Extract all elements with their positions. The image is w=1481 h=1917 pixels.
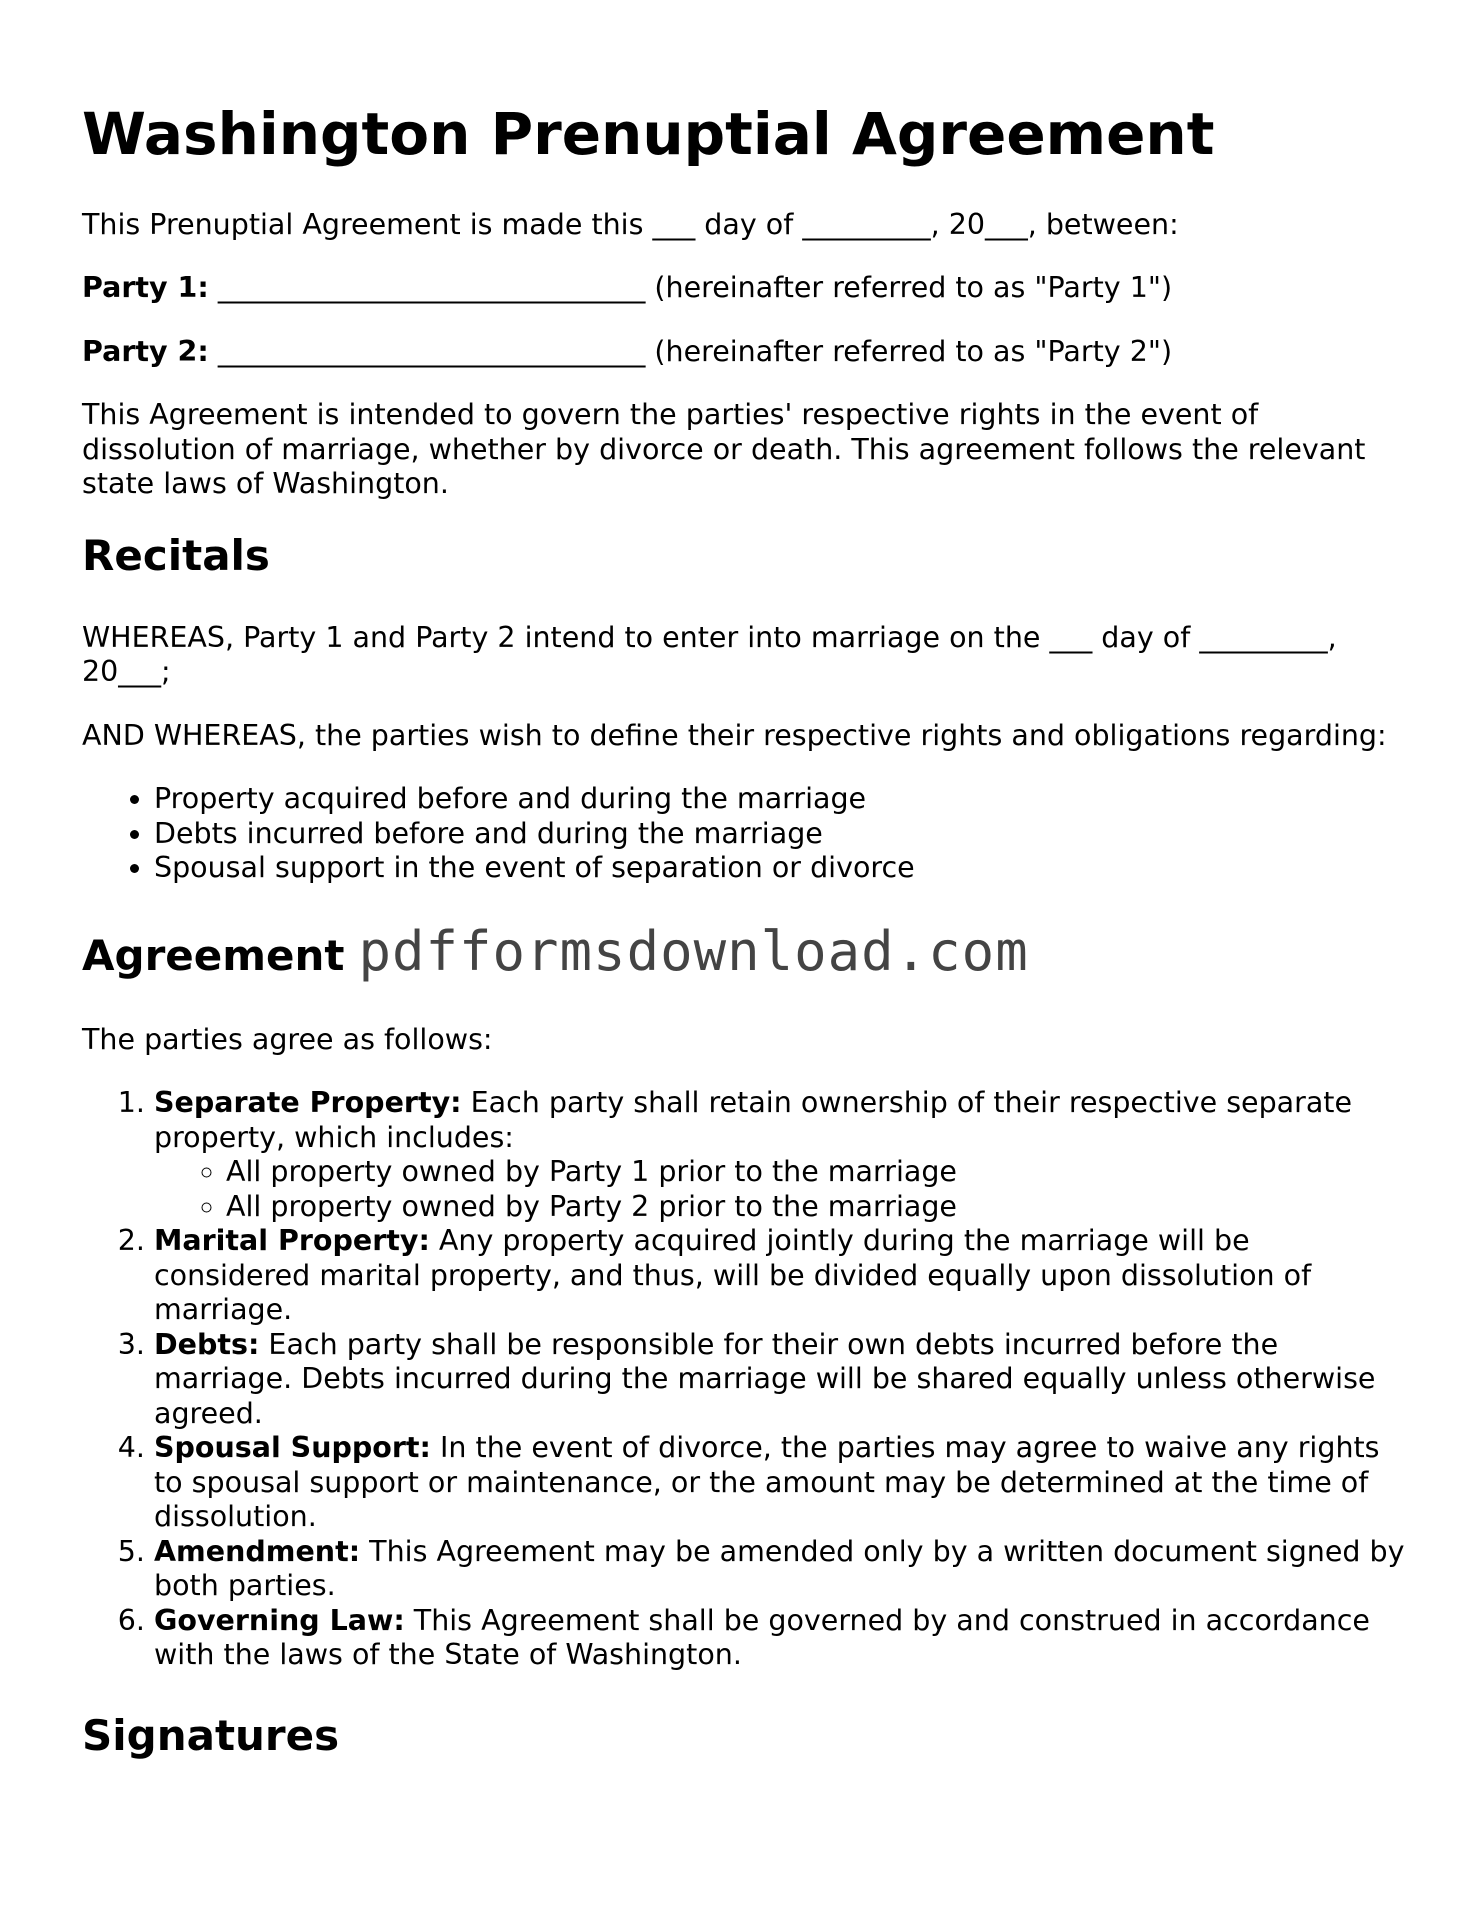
watermark: pdfformsdownload.com xyxy=(358,919,1029,983)
term-item xyxy=(154,1224,1412,1328)
term-item xyxy=(154,1535,1412,1604)
intro-paragraph: This Prenuptial Agreement is made this ___ day of _________, 20___, between: xyxy=(82,207,1179,241)
list-item: • Spousal support in the event of separation or divorce xyxy=(154,851,1412,886)
party-1-label: Party 1: xyxy=(82,271,209,305)
agreement-heading-row xyxy=(82,920,1412,983)
term-title: Spousal Support: xyxy=(154,1431,431,1465)
party-2-text: ______________________________ (hereinafter referred to as "Party 2") xyxy=(208,334,1173,368)
term-title: Governing Law: xyxy=(154,1603,405,1637)
recitals-list xyxy=(82,782,1412,886)
term-item xyxy=(154,1328,1412,1432)
party-1-text: ______________________________ (hereinafter referred to as "Party 1") xyxy=(208,271,1173,305)
term-text: This Agreement shall be governed by and construed in accordance with the laws of the State of Washington. xyxy=(154,1603,1370,1672)
party-1-line xyxy=(82,271,1412,306)
term-title: Marital Property: xyxy=(154,1224,430,1258)
term-item xyxy=(154,1431,1412,1535)
recitals-heading: Recitals xyxy=(82,530,270,580)
agreement-heading: Agreement xyxy=(82,930,345,980)
list-item: ◦ All property owned by Party 1 prior to the marriage xyxy=(226,1155,1412,1190)
agreement-lead: The parties agree as follows: xyxy=(82,1022,493,1056)
term-text: This Agreement may be amended only by a written document signed by both parties. xyxy=(154,1534,1405,1603)
term-title: Separate Property: xyxy=(154,1086,462,1120)
page-title: Washington Prenuptial Agreement xyxy=(82,100,1215,168)
list-item: • Property acquired before and during the marriage xyxy=(154,782,1412,817)
term-text: In the event of divorce, the parties may agree to waive any rights to spousal support or maintenance, or the amount may be determined at the time of dissolution. xyxy=(154,1431,1380,1534)
party-2-label: Party 2: xyxy=(82,334,209,368)
list-item: ◦ All property owned by Party 2 prior to the marriage xyxy=(226,1190,1412,1225)
term-text: Each party shall retain ownership of their respective separate property, which includes: xyxy=(154,1086,1353,1154)
term-title: Debts: xyxy=(154,1327,260,1361)
terms-list xyxy=(82,1086,1412,1673)
whereas-1: WHEREAS, Party 1 and Party 2 intend to enter into marriage on the ___ day of _________, 20___; xyxy=(82,620,1337,689)
term-item xyxy=(154,1604,1412,1673)
signatures-heading: Signatures xyxy=(82,1710,340,1760)
term-text: Any property acquired jointly during the marriage will be considered marital property, and thus, will be divided equally upon dissolution of marriage. xyxy=(154,1224,1312,1327)
separate-property-sublist xyxy=(154,1155,1412,1224)
term-title: Amendment: xyxy=(154,1534,361,1568)
document-page xyxy=(82,100,1412,1761)
term-item xyxy=(154,1086,1412,1224)
list-item: • Debts incurred before and during the marriage xyxy=(154,817,1412,852)
party-2-line xyxy=(82,335,1412,370)
term-text: Each party shall be responsible for their own debts incurred before the marriage. Debts incurred during the marriage will be shared equally unless otherwise agreed. xyxy=(154,1327,1376,1430)
whereas-2: AND WHEREAS, the parties wish to define their respective rights and obligations regarding: xyxy=(82,718,1387,752)
purpose-paragraph: This Agreement is intended to govern the parties' respective rights in the event of dissolution of marriage, whether by divorce or death. This agreement follows the relevant state laws of Washington. xyxy=(82,398,1366,501)
